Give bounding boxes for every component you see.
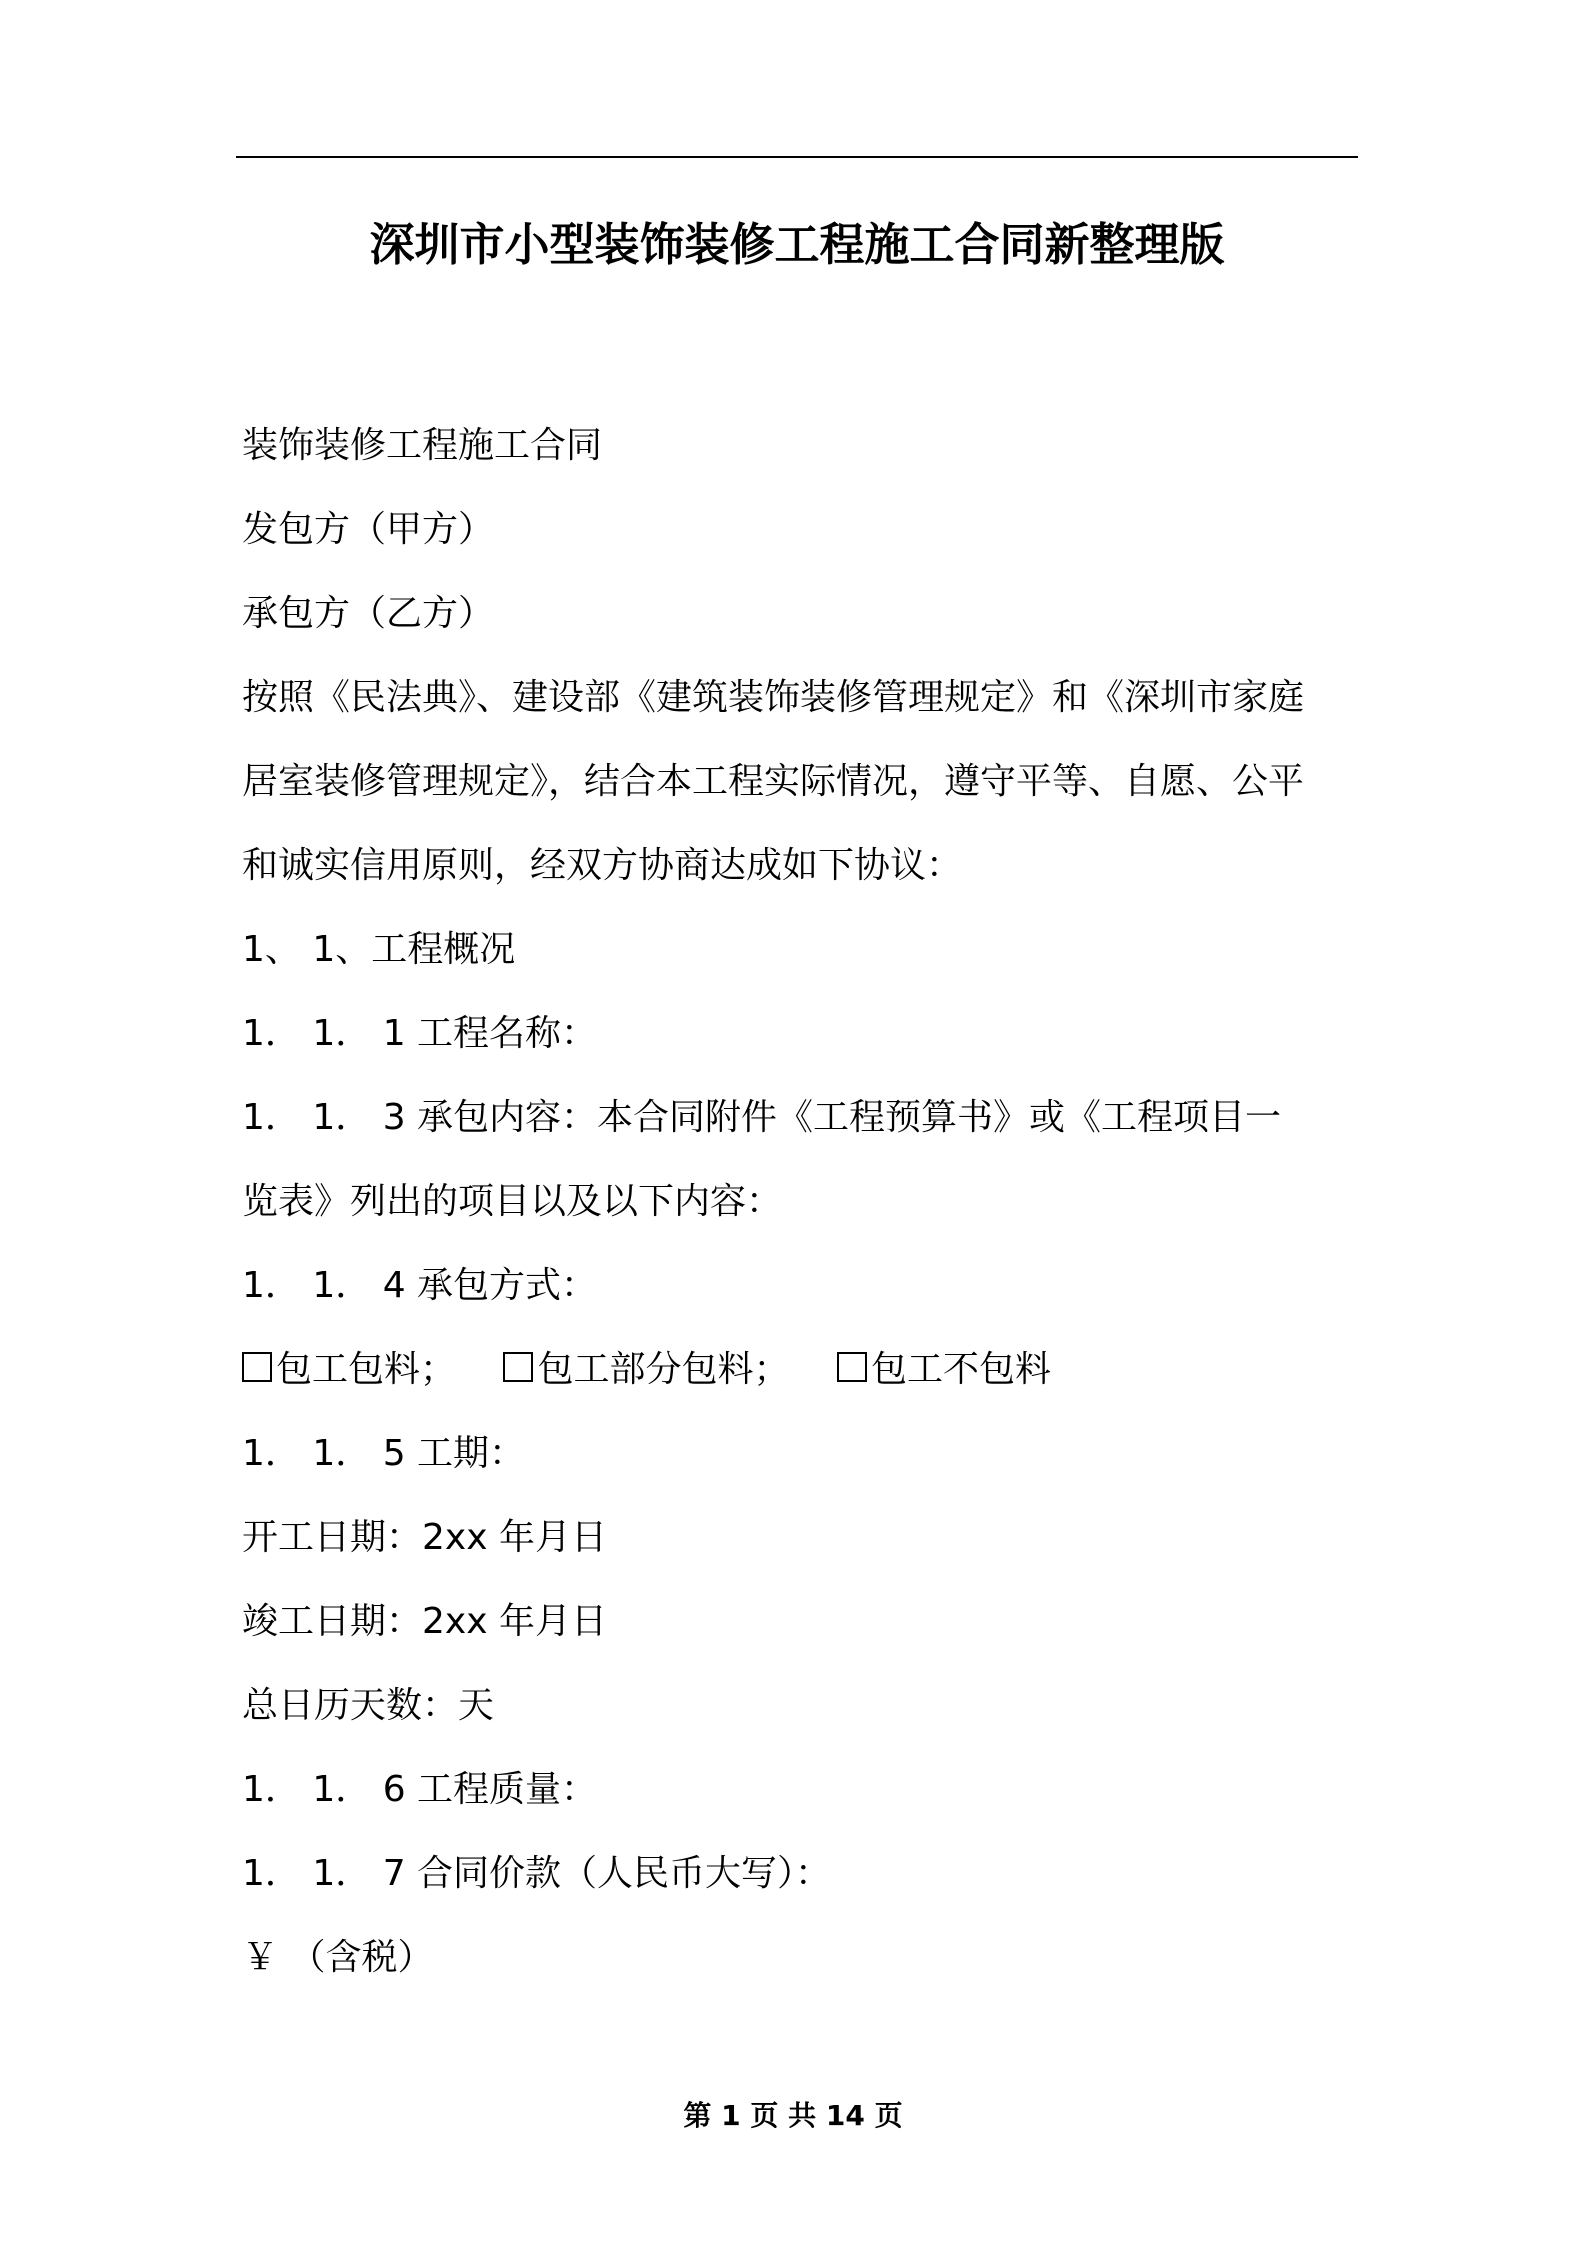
paragraph-line: 承包方（乙方） (242, 593, 495, 634)
paragraph-line: 开工日期：2xx 年月日 (242, 1517, 607, 1558)
option-labor-only[interactable] (837, 1328, 1051, 1412)
page-number: 第 1 页 共 14 页 (683, 2099, 903, 2132)
checkbox-icon[interactable] (242, 1352, 272, 1382)
paragraph-line: 1． 1． 1 工程名称： (242, 1013, 598, 1054)
paragraph-line: 居室装修管理规定》，结合本工程实际情况，遵守平等、自愿、公平 (242, 761, 1305, 802)
paragraph-line: 竣工日期：2xx 年月日 (242, 1601, 607, 1642)
option-labor-partial-materials[interactable] (503, 1328, 789, 1412)
document-body (242, 404, 1360, 2000)
paragraph-line: 1、 1、工程概况 (242, 929, 516, 970)
paragraph-line: 总日历天数：天 (242, 1685, 495, 1726)
paragraph-line: 装饰装修工程施工合同 (242, 425, 603, 466)
paragraph-line: 发包方（甲方） (242, 509, 495, 550)
paragraph-line: 1． 1． 4 承包方式： (242, 1265, 598, 1306)
paragraph-line: 1． 1． 5 工期： (242, 1433, 526, 1474)
checkbox-icon[interactable] (503, 1352, 533, 1382)
contract-type-options (242, 1328, 1360, 1412)
paragraph-line: 览表》列出的项目以及以下内容： (242, 1181, 783, 1222)
checkbox-icon[interactable] (837, 1352, 867, 1382)
paragraph-line: ￥ （含税） (242, 1937, 434, 1978)
option-label: 包工部分包料； (537, 1349, 790, 1390)
paragraph-line: 1． 1． 7 合同价款（人民币大写）： (242, 1853, 832, 1894)
option-label: 包工不包料 (870, 1349, 1051, 1390)
paragraph-line: 1． 1． 6 工程质量： (242, 1769, 598, 1810)
paragraph-line: 和诚实信用原则，经双方协商达成如下协议： (242, 845, 963, 886)
option-labor-and-materials[interactable] (242, 1328, 456, 1412)
paragraph-line: 按照《民法典》、建设部《建筑装饰装修管理规定》和《深圳市家庭 (242, 677, 1305, 718)
header-rule (236, 156, 1358, 158)
option-label: 包工包料； (276, 1349, 457, 1390)
paragraph-line: 1． 1． 3 承包内容：本合同附件《工程预算书》或《工程项目一 (242, 1097, 1282, 1138)
document-title: 深圳市小型装饰装修工程施工合同新整理版 (369, 218, 1225, 271)
